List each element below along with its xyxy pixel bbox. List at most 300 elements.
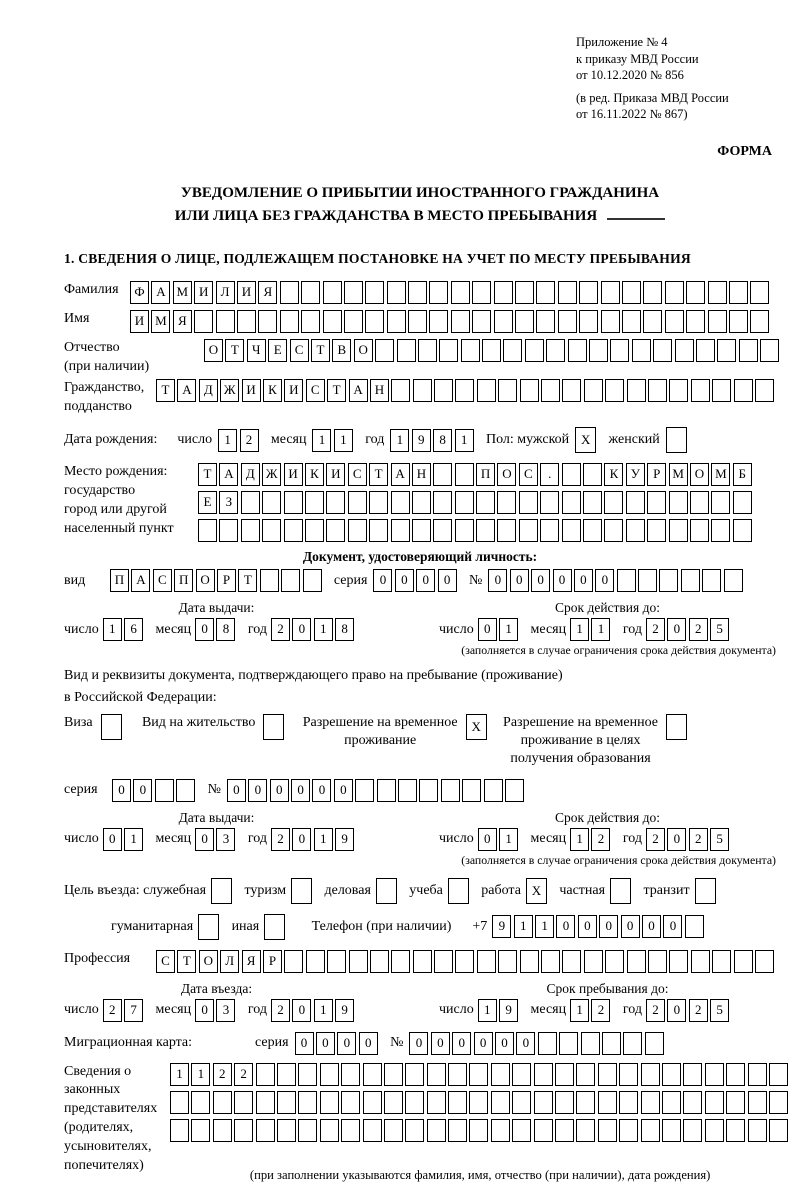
birth-day-input-cell[interactable]: 1 xyxy=(218,429,237,452)
profession-input-cell[interactable] xyxy=(734,950,753,973)
representatives-row1-input-cell[interactable]: 1 xyxy=(191,1063,210,1086)
representatives-row1-input-cell[interactable] xyxy=(277,1063,296,1086)
profession-input-cell[interactable] xyxy=(498,950,517,973)
patronymic-input-cell[interactable] xyxy=(632,339,651,362)
surname-input-cell[interactable] xyxy=(472,281,491,304)
representatives-row1-input-cell[interactable] xyxy=(726,1063,745,1086)
representatives-row2-input-cell[interactable] xyxy=(469,1091,488,1114)
birthplace-row2-input-cell[interactable] xyxy=(497,491,516,514)
patronymic-input-cell[interactable]: О xyxy=(204,339,223,362)
doc-expiry-day-input-cell[interactable]: 0 xyxy=(478,618,497,641)
profession-input-cell[interactable] xyxy=(284,950,303,973)
doc-number-input-cell[interactable] xyxy=(638,569,657,592)
entry-day-input-cell[interactable]: 7 xyxy=(124,999,143,1022)
patronymic-input-cell[interactable]: В xyxy=(332,339,351,362)
profession-input-cell[interactable]: С xyxy=(156,950,175,973)
representatives-row2-input-cell[interactable] xyxy=(277,1091,296,1114)
entry-year-input-cell[interactable]: 0 xyxy=(292,999,311,1022)
representatives-row1-input-cell[interactable] xyxy=(320,1063,339,1086)
representatives-row1-input-cell[interactable] xyxy=(748,1063,767,1086)
representatives-row2-input-cell[interactable] xyxy=(341,1091,360,1114)
permit-number-input-cell[interactable] xyxy=(398,779,417,802)
surname-input-cell[interactable]: А xyxy=(151,281,170,304)
surname-input-cell[interactable] xyxy=(750,281,769,304)
given-name-input-cell[interactable] xyxy=(429,310,448,333)
permit-expiry-day-input-cell[interactable]: 1 xyxy=(499,828,518,851)
representatives-row1-input-cell[interactable] xyxy=(384,1063,403,1086)
birthplace-row1-input-cell[interactable]: С xyxy=(348,463,367,486)
doc-expiry-year-input-cell[interactable]: 2 xyxy=(689,618,708,641)
migcard-number-input-cell[interactable] xyxy=(645,1032,664,1055)
profession-input-cell[interactable] xyxy=(627,950,646,973)
representatives-row2-input-cell[interactable] xyxy=(512,1091,531,1114)
entry-month-input-cell[interactable]: 0 xyxy=(195,999,214,1022)
birthplace-row3-input-cell[interactable] xyxy=(348,519,367,542)
male-checkbox-cell[interactable]: X xyxy=(575,427,596,453)
patronymic-input-cell[interactable]: С xyxy=(290,339,309,362)
representatives-row3-input-cell[interactable] xyxy=(191,1119,210,1142)
citizenship-input-cell[interactable] xyxy=(391,379,410,402)
permit-expiry-year-input-cell[interactable]: 2 xyxy=(689,828,708,851)
representatives-row3-input-cell[interactable] xyxy=(769,1119,788,1142)
surname-input-cell[interactable] xyxy=(451,281,470,304)
permit-issue-year-input-cell[interactable]: 1 xyxy=(314,828,333,851)
birthplace-row1-input-cell[interactable]: Ж xyxy=(262,463,281,486)
profession-input-cell[interactable] xyxy=(434,950,453,973)
birthplace-row2-input-cell[interactable]: З xyxy=(219,491,238,514)
birthplace-row3-input-cell[interactable] xyxy=(519,519,538,542)
birthplace-row3-input-cell[interactable] xyxy=(540,519,559,542)
representatives-row1-input-cell[interactable]: 2 xyxy=(213,1063,232,1086)
surname-input-cell[interactable] xyxy=(301,281,320,304)
migcard-number-input-cell[interactable]: 0 xyxy=(409,1032,428,1055)
birthplace-row2-input-cell[interactable] xyxy=(433,491,452,514)
permit-issue-month-input-cell[interactable]: 0 xyxy=(195,828,214,851)
birthplace-row3-input-cell[interactable] xyxy=(711,519,730,542)
purpose-official-checkbox-cell[interactable] xyxy=(211,878,232,904)
birthplace-row1-input-cell[interactable]: К xyxy=(604,463,623,486)
doc-expiry-year-input-cell[interactable]: 5 xyxy=(710,618,729,641)
birthplace-row2-input-cell[interactable] xyxy=(647,491,666,514)
patronymic-input-cell[interactable] xyxy=(696,339,715,362)
birthplace-row3-input-cell[interactable] xyxy=(733,519,752,542)
doc-issue-year-input-cell[interactable]: 8 xyxy=(335,618,354,641)
doc-number-input-cell[interactable]: 0 xyxy=(510,569,529,592)
birthplace-row3-input-cell[interactable] xyxy=(433,519,452,542)
profession-input-cell[interactable] xyxy=(605,950,624,973)
representatives-row3-input-cell[interactable] xyxy=(363,1119,382,1142)
phone-input-cell[interactable] xyxy=(685,915,704,938)
citizenship-input-cell[interactable] xyxy=(584,379,603,402)
given-name-input-cell[interactable] xyxy=(301,310,320,333)
entry-month-input-cell[interactable]: 3 xyxy=(216,999,235,1022)
citizenship-input-cell[interactable] xyxy=(627,379,646,402)
representatives-row1-input-cell[interactable] xyxy=(469,1063,488,1086)
birthplace-row3-input-cell[interactable] xyxy=(647,519,666,542)
doc-issue-day-input-cell[interactable]: 1 xyxy=(103,618,122,641)
doc-number-input-cell[interactable]: 0 xyxy=(488,569,507,592)
citizenship-input-cell[interactable] xyxy=(669,379,688,402)
representatives-row3-input-cell[interactable] xyxy=(619,1119,638,1142)
representatives-row3-input-cell[interactable] xyxy=(320,1119,339,1142)
given-name-input-cell[interactable]: И xyxy=(130,310,149,333)
birthplace-row2-input-cell[interactable] xyxy=(455,491,474,514)
representatives-row2-input-cell[interactable] xyxy=(405,1091,424,1114)
birthplace-row2-input-cell[interactable] xyxy=(348,491,367,514)
citizenship-input-cell[interactable] xyxy=(477,379,496,402)
citizenship-input-cell[interactable] xyxy=(434,379,453,402)
given-name-input-cell[interactable] xyxy=(708,310,727,333)
birth-year-input-cell[interactable]: 1 xyxy=(390,429,409,452)
migcard-number-input-cell[interactable] xyxy=(559,1032,578,1055)
citizenship-input-cell[interactable] xyxy=(413,379,432,402)
citizenship-input-cell[interactable] xyxy=(605,379,624,402)
patronymic-input-cell[interactable]: Т xyxy=(225,339,244,362)
migcard-number-input-cell[interactable] xyxy=(538,1032,557,1055)
surname-input-cell[interactable] xyxy=(708,281,727,304)
purpose-humanitarian-checkbox-cell[interactable] xyxy=(198,914,219,940)
phone-input-cell[interactable]: 0 xyxy=(578,915,597,938)
representatives-row2-input-cell[interactable] xyxy=(683,1091,702,1114)
migcard-number-input-cell[interactable]: 0 xyxy=(495,1032,514,1055)
birth-year-input-cell[interactable]: 9 xyxy=(412,429,431,452)
migcard-number-input-cell[interactable] xyxy=(623,1032,642,1055)
surname-input-cell[interactable] xyxy=(280,281,299,304)
patronymic-input-cell[interactable] xyxy=(525,339,544,362)
representatives-row1-input-cell[interactable] xyxy=(662,1063,681,1086)
birthplace-row1-input-cell[interactable]: И xyxy=(326,463,345,486)
representatives-row2-input-cell[interactable] xyxy=(298,1091,317,1114)
profession-input-cell[interactable] xyxy=(648,950,667,973)
doc-series-input-cell[interactable]: 0 xyxy=(416,569,435,592)
representatives-row2-input-cell[interactable] xyxy=(448,1091,467,1114)
representatives-row3-input-cell[interactable] xyxy=(683,1119,702,1142)
profession-input-cell[interactable]: Л xyxy=(220,950,239,973)
birthplace-row3-input-cell[interactable] xyxy=(497,519,516,542)
birthplace-row3-input-cell[interactable] xyxy=(604,519,623,542)
representatives-row1-input-cell[interactable] xyxy=(534,1063,553,1086)
permit-issue-day-input-cell[interactable]: 0 xyxy=(103,828,122,851)
doc-number-input-cell[interactable] xyxy=(681,569,700,592)
given-name-input-cell[interactable] xyxy=(665,310,684,333)
phone-input-cell[interactable]: 1 xyxy=(514,915,533,938)
purpose-transit-checkbox-cell[interactable] xyxy=(695,878,716,904)
citizenship-input-cell[interactable] xyxy=(648,379,667,402)
birthplace-row1-input-cell[interactable]: А xyxy=(219,463,238,486)
doc-issue-year-input-cell[interactable]: 2 xyxy=(271,618,290,641)
birthplace-row1-input-cell[interactable]: О xyxy=(690,463,709,486)
patronymic-input-cell[interactable] xyxy=(675,339,694,362)
birthplace-row1-input-cell[interactable]: М xyxy=(711,463,730,486)
surname-input-cell[interactable] xyxy=(515,281,534,304)
doc-expiry-year-input-cell[interactable]: 0 xyxy=(667,618,686,641)
representatives-row3-input-cell[interactable] xyxy=(277,1119,296,1142)
surname-input-cell[interactable] xyxy=(601,281,620,304)
citizenship-input-cell[interactable] xyxy=(691,379,710,402)
birthplace-row3-input-cell[interactable] xyxy=(476,519,495,542)
birthplace-row1-input-cell[interactable] xyxy=(455,463,474,486)
permit-number-input-cell[interactable]: 0 xyxy=(291,779,310,802)
representatives-row3-input-cell[interactable] xyxy=(384,1119,403,1142)
given-name-input-cell[interactable] xyxy=(408,310,427,333)
representatives-row3-input-cell[interactable] xyxy=(641,1119,660,1142)
birthplace-row1-input-cell[interactable]: . xyxy=(540,463,559,486)
citizenship-input-cell[interactable]: Т xyxy=(327,379,346,402)
birthplace-row2-input-cell[interactable] xyxy=(626,491,645,514)
representatives-row2-input-cell[interactable] xyxy=(705,1091,724,1114)
patronymic-input-cell[interactable] xyxy=(610,339,629,362)
birthplace-row2-input-cell[interactable] xyxy=(562,491,581,514)
representatives-row1-input-cell[interactable] xyxy=(298,1063,317,1086)
profession-input-cell[interactable] xyxy=(669,950,688,973)
permit-number-input-cell[interactable] xyxy=(505,779,524,802)
patronymic-input-cell[interactable] xyxy=(653,339,672,362)
citizenship-input-cell[interactable]: Н xyxy=(370,379,389,402)
given-name-input-cell[interactable] xyxy=(558,310,577,333)
birthplace-row1-input-cell[interactable]: М xyxy=(669,463,688,486)
doc-expiry-month-input-cell[interactable]: 1 xyxy=(591,618,610,641)
patronymic-input-cell[interactable] xyxy=(739,339,758,362)
representatives-row2-input-cell[interactable] xyxy=(662,1091,681,1114)
patronymic-input-cell[interactable]: О xyxy=(354,339,373,362)
migcard-number-input-cell[interactable] xyxy=(602,1032,621,1055)
given-name-input-cell[interactable]: М xyxy=(151,310,170,333)
patronymic-input-cell[interactable] xyxy=(589,339,608,362)
profession-input-cell[interactable]: Т xyxy=(177,950,196,973)
representatives-row1-input-cell[interactable] xyxy=(427,1063,446,1086)
entry-day-input-cell[interactable]: 2 xyxy=(103,999,122,1022)
purpose-other-checkbox-cell[interactable] xyxy=(264,914,285,940)
representatives-row3-input-cell[interactable] xyxy=(748,1119,767,1142)
representatives-row3-input-cell[interactable] xyxy=(469,1119,488,1142)
birthplace-row1-input-cell[interactable]: Т xyxy=(198,463,217,486)
permit-number-input-cell[interactable] xyxy=(441,779,460,802)
representatives-row3-input-cell[interactable] xyxy=(534,1119,553,1142)
birth-year-input-cell[interactable]: 1 xyxy=(455,429,474,452)
representatives-row3-input-cell[interactable] xyxy=(427,1119,446,1142)
representatives-row1-input-cell[interactable]: 1 xyxy=(170,1063,189,1086)
representatives-row1-input-cell[interactable] xyxy=(598,1063,617,1086)
citizenship-input-cell[interactable]: А xyxy=(177,379,196,402)
birthplace-row1-input-cell[interactable]: Н xyxy=(412,463,431,486)
birthplace-row3-input-cell[interactable] xyxy=(562,519,581,542)
surname-input-cell[interactable] xyxy=(729,281,748,304)
representatives-row3-input-cell[interactable] xyxy=(256,1119,275,1142)
permit-number-input-cell[interactable]: 0 xyxy=(312,779,331,802)
profession-input-cell[interactable] xyxy=(349,950,368,973)
representatives-row3-input-cell[interactable] xyxy=(726,1119,745,1142)
representatives-row3-input-cell[interactable] xyxy=(662,1119,681,1142)
representatives-row2-input-cell[interactable] xyxy=(598,1091,617,1114)
representatives-row2-input-cell[interactable] xyxy=(534,1091,553,1114)
profession-input-cell[interactable] xyxy=(562,950,581,973)
doc-type-input-cell[interactable] xyxy=(303,569,322,592)
given-name-input-cell[interactable] xyxy=(387,310,406,333)
representatives-row1-input-cell[interactable] xyxy=(641,1063,660,1086)
doc-number-input-cell[interactable]: 0 xyxy=(553,569,572,592)
birthplace-row3-input-cell[interactable] xyxy=(669,519,688,542)
birthplace-row3-input-cell[interactable] xyxy=(262,519,281,542)
phone-input-cell[interactable]: 0 xyxy=(556,915,575,938)
patronymic-input-cell[interactable]: Т xyxy=(311,339,330,362)
representatives-row2-input-cell[interactable] xyxy=(170,1091,189,1114)
representatives-row3-input-cell[interactable] xyxy=(576,1119,595,1142)
citizenship-input-cell[interactable] xyxy=(712,379,731,402)
representatives-row1-input-cell[interactable] xyxy=(683,1063,702,1086)
patronymic-input-cell[interactable] xyxy=(503,339,522,362)
temp-residence-checkbox-cell[interactable]: X xyxy=(466,714,487,740)
permit-number-input-cell[interactable] xyxy=(462,779,481,802)
representatives-row1-input-cell[interactable] xyxy=(448,1063,467,1086)
profession-input-cell[interactable] xyxy=(391,950,410,973)
surname-input-cell[interactable] xyxy=(665,281,684,304)
citizenship-input-cell[interactable]: Т xyxy=(156,379,175,402)
birthplace-row3-input-cell[interactable] xyxy=(583,519,602,542)
phone-input-cell[interactable]: 0 xyxy=(663,915,682,938)
birthplace-row2-input-cell[interactable] xyxy=(391,491,410,514)
given-name-input-cell[interactable] xyxy=(494,310,513,333)
migcard-number-input-cell[interactable]: 0 xyxy=(431,1032,450,1055)
birthplace-row1-input-cell[interactable]: А xyxy=(391,463,410,486)
permit-expiry-day-input-cell[interactable]: 0 xyxy=(478,828,497,851)
birthplace-row2-input-cell[interactable] xyxy=(412,491,431,514)
permit-expiry-year-input-cell[interactable]: 5 xyxy=(710,828,729,851)
profession-input-cell[interactable] xyxy=(455,950,474,973)
doc-type-input-cell[interactable] xyxy=(281,569,300,592)
visa-checkbox-cell[interactable] xyxy=(101,714,122,740)
permit-series-input-cell[interactable] xyxy=(176,779,195,802)
birth-month-input-cell[interactable]: 1 xyxy=(334,429,353,452)
representatives-row2-input-cell[interactable] xyxy=(641,1091,660,1114)
representatives-row2-input-cell[interactable] xyxy=(748,1091,767,1114)
representatives-row1-input-cell[interactable] xyxy=(619,1063,638,1086)
given-name-input-cell[interactable] xyxy=(622,310,641,333)
surname-input-cell[interactable] xyxy=(365,281,384,304)
birthplace-row1-input-cell[interactable]: К xyxy=(305,463,324,486)
birthplace-row2-input-cell[interactable] xyxy=(711,491,730,514)
surname-input-cell[interactable] xyxy=(579,281,598,304)
phone-input-cell[interactable]: 1 xyxy=(535,915,554,938)
doc-number-input-cell[interactable] xyxy=(702,569,721,592)
representatives-row3-input-cell[interactable] xyxy=(341,1119,360,1142)
surname-input-cell[interactable] xyxy=(408,281,427,304)
citizenship-input-cell[interactable] xyxy=(541,379,560,402)
phone-input-cell[interactable]: 0 xyxy=(621,915,640,938)
birthplace-row2-input-cell[interactable] xyxy=(305,491,324,514)
birthplace-row2-input-cell[interactable] xyxy=(604,491,623,514)
birthplace-row3-input-cell[interactable] xyxy=(326,519,345,542)
permit-issue-year-input-cell[interactable]: 0 xyxy=(292,828,311,851)
permit-number-input-cell[interactable] xyxy=(484,779,503,802)
profession-input-cell[interactable] xyxy=(477,950,496,973)
doc-series-input-cell[interactable]: 0 xyxy=(395,569,414,592)
representatives-row2-input-cell[interactable] xyxy=(234,1091,253,1114)
birthplace-row2-input-cell[interactable] xyxy=(540,491,559,514)
birthplace-row1-input-cell[interactable]: Б xyxy=(733,463,752,486)
citizenship-input-cell[interactable]: К xyxy=(263,379,282,402)
patronymic-input-cell[interactable] xyxy=(482,339,501,362)
birth-month-input-cell[interactable]: 1 xyxy=(312,429,331,452)
representatives-row3-input-cell[interactable] xyxy=(405,1119,424,1142)
representatives-row2-input-cell[interactable] xyxy=(384,1091,403,1114)
patronymic-input-cell[interactable] xyxy=(418,339,437,362)
birthplace-row3-input-cell[interactable] xyxy=(626,519,645,542)
permit-expiry-month-input-cell[interactable]: 1 xyxy=(570,828,589,851)
doc-issue-month-input-cell[interactable]: 0 xyxy=(195,618,214,641)
patronymic-input-cell[interactable] xyxy=(760,339,779,362)
representatives-row2-input-cell[interactable] xyxy=(491,1091,510,1114)
permit-issue-month-input-cell[interactable]: 3 xyxy=(216,828,235,851)
doc-type-input-cell[interactable] xyxy=(260,569,279,592)
patronymic-input-cell[interactable] xyxy=(568,339,587,362)
profession-input-cell[interactable] xyxy=(413,950,432,973)
representatives-row3-input-cell[interactable] xyxy=(491,1119,510,1142)
birthplace-row2-input-cell[interactable] xyxy=(476,491,495,514)
migcard-series-input-cell[interactable]: 0 xyxy=(295,1032,314,1055)
permit-number-input-cell[interactable]: 0 xyxy=(270,779,289,802)
birthplace-row2-input-cell[interactable] xyxy=(326,491,345,514)
birthplace-row1-input-cell[interactable] xyxy=(562,463,581,486)
birthplace-row3-input-cell[interactable] xyxy=(284,519,303,542)
profession-input-cell[interactable] xyxy=(370,950,389,973)
birthplace-row2-input-cell[interactable] xyxy=(583,491,602,514)
stay-day-input-cell[interactable]: 1 xyxy=(478,999,497,1022)
permit-issue-year-input-cell[interactable]: 9 xyxy=(335,828,354,851)
permit-expiry-year-input-cell[interactable]: 2 xyxy=(646,828,665,851)
representatives-row2-input-cell[interactable] xyxy=(726,1091,745,1114)
surname-input-cell[interactable] xyxy=(643,281,662,304)
representatives-row1-input-cell[interactable] xyxy=(363,1063,382,1086)
doc-type-input-cell[interactable]: А xyxy=(131,569,150,592)
birthplace-row1-input-cell[interactable]: Р xyxy=(647,463,666,486)
profession-input-cell[interactable] xyxy=(691,950,710,973)
surname-input-cell[interactable] xyxy=(494,281,513,304)
doc-type-input-cell[interactable]: С xyxy=(153,569,172,592)
given-name-input-cell[interactable] xyxy=(323,310,342,333)
doc-number-input-cell[interactable] xyxy=(659,569,678,592)
profession-input-cell[interactable] xyxy=(520,950,539,973)
given-name-input-cell[interactable] xyxy=(686,310,705,333)
birthplace-row2-input-cell[interactable] xyxy=(262,491,281,514)
representatives-row3-input-cell[interactable] xyxy=(448,1119,467,1142)
birthplace-row3-input-cell[interactable] xyxy=(690,519,709,542)
representatives-row3-input-cell[interactable] xyxy=(234,1119,253,1142)
birthplace-row2-input-cell[interactable] xyxy=(669,491,688,514)
representatives-row1-input-cell[interactable] xyxy=(256,1063,275,1086)
birthplace-row3-input-cell[interactable] xyxy=(455,519,474,542)
birthplace-row3-input-cell[interactable] xyxy=(412,519,431,542)
citizenship-input-cell[interactable] xyxy=(498,379,517,402)
surname-input-cell[interactable] xyxy=(686,281,705,304)
birthplace-row2-input-cell[interactable] xyxy=(284,491,303,514)
doc-series-input-cell[interactable]: 0 xyxy=(373,569,392,592)
citizenship-input-cell[interactable] xyxy=(734,379,753,402)
representatives-row2-input-cell[interactable] xyxy=(320,1091,339,1114)
stay-month-input-cell[interactable]: 1 xyxy=(570,999,589,1022)
representatives-row3-input-cell[interactable] xyxy=(298,1119,317,1142)
permit-series-input-cell[interactable]: 0 xyxy=(112,779,131,802)
stay-year-input-cell[interactable]: 5 xyxy=(710,999,729,1022)
patronymic-input-cell[interactable]: Ч xyxy=(247,339,266,362)
surname-input-cell[interactable] xyxy=(622,281,641,304)
representatives-row3-input-cell[interactable] xyxy=(555,1119,574,1142)
female-checkbox-cell[interactable] xyxy=(666,427,687,453)
birthplace-row2-input-cell[interactable] xyxy=(241,491,260,514)
birthplace-row1-input-cell[interactable]: И xyxy=(284,463,303,486)
given-name-input-cell[interactable] xyxy=(280,310,299,333)
birthplace-row1-input-cell[interactable]: П xyxy=(476,463,495,486)
birthplace-row3-input-cell[interactable] xyxy=(369,519,388,542)
